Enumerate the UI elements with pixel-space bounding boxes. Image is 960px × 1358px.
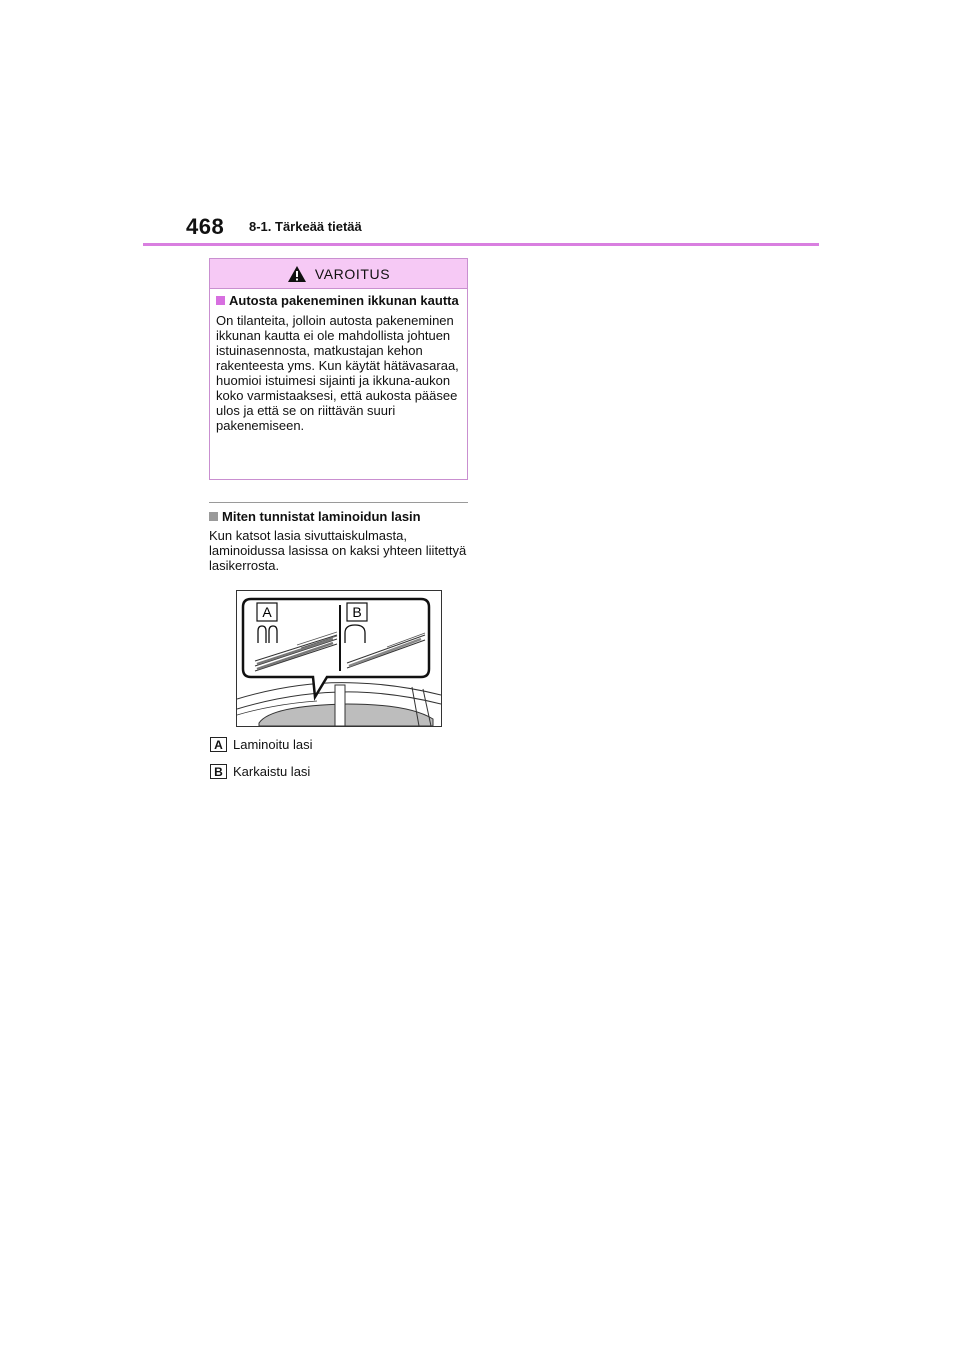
legend-label-tempered: Karkaistu lasi: [233, 764, 311, 779]
warning-triangle-icon: [287, 265, 307, 283]
legend-label-laminated: Laminoitu lasi: [233, 737, 313, 752]
warning-body: [210, 289, 467, 433]
warning-title: VAROITUS: [314, 265, 391, 282]
section-divider: [209, 502, 468, 503]
warning-text: On tilanteita, jolloin autosta pakeneminen ikkunan kautta ei ole mahdollista johtuen istuinasennosta, matkustajan kehon rakenteesta yms. Kun käytät hätävasaraa, huomioi istuimesi sijainti ja ikkuna-aukon koko varmistaaksesi, että aukosta pääsee ulos ja että se on riittävän suuri pakenemiseen.: [216, 313, 459, 433]
section-text: Kun katsot lasia sivuttaiskulmasta, laminoidussa lasissa on kaksi yhteen liitettyä lasikerrosta.: [209, 528, 467, 573]
warning-box: [209, 258, 468, 480]
legend-item-tempered: [210, 764, 310, 779]
bullet-square-icon: [209, 512, 218, 521]
section-heading-text: Miten tunnistat laminoidun lasin: [222, 509, 421, 524]
figure-label-a: A: [262, 604, 272, 620]
bullet-square-icon: [216, 296, 225, 305]
page-number: 468: [186, 214, 225, 239]
section-heading: [209, 509, 421, 524]
figure-label-b: B: [352, 604, 362, 620]
legend-key-a: A: [210, 737, 227, 752]
section-title: 8-1. Tärkeää tietää: [249, 219, 362, 234]
warning-subheading: [216, 293, 461, 308]
legend-item-laminated: [210, 737, 313, 752]
warning-header: [210, 259, 467, 289]
warning-subheading-text: Autosta pakeneminen ikkunan kautta: [229, 293, 459, 308]
header-rule: [143, 243, 819, 246]
glass-illustration: [236, 590, 442, 727]
legend-key-b: B: [210, 764, 227, 779]
